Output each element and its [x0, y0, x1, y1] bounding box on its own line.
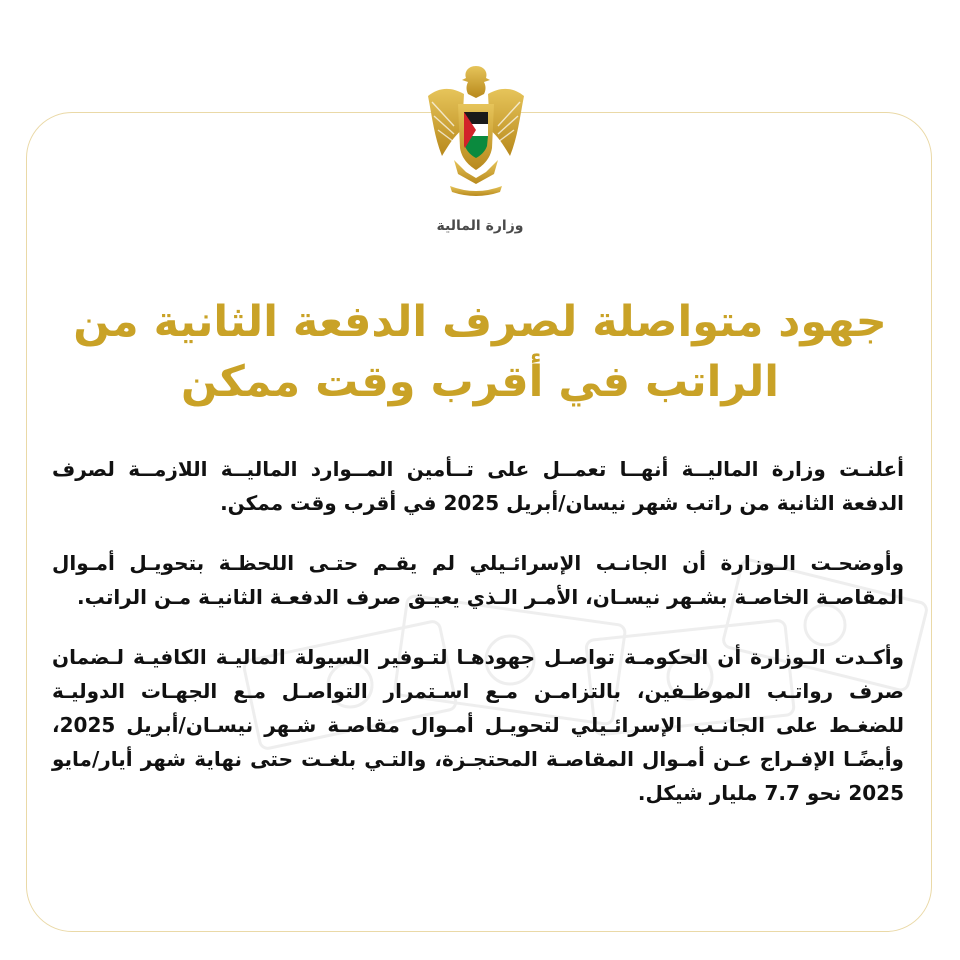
ministry-name: وزارة المالية — [436, 218, 524, 234]
palestine-eagle-emblem-icon — [424, 60, 528, 200]
paragraph-1: أعلنـت وزارة الماليــة أنهــا تعمــل على تــأمين المــوارد الماليــة اللازمــة لصرف الدفعة الثانية من راتب شهر نيسان/أبريل 2025 في أقرب وقت ممكن. — [52, 457, 904, 515]
paragraph-3: وأكـدت الـوزارة أن الحكومـة تواصـل جهودهـا لتـوفير السيولة الماليـة الكافيـة لـضمان صرف رواتـب الموظـفين، بالتزامـن مـع اسـتمرار التواصـل مـع الجهـات الدوليـة للضغـط على الجانـب الإسرائـيلي لتحويـل أمـوال مقاصـة شـهر نيسـان/أبريل 2025، وأيضًـا الإفـراج عـن أمـوال المقاصـة المحتجـزة، والتـي بلغـت حتى نهاية شهر أيار/مايو 2025 نحو 7.7 مليار شيكل. — [52, 645, 904, 805]
paragraph-2: وأوضحـت الـوزارة أن الجانـب الإسرائـيلي لم يقـم حتـى اللحظـة بتحويـل أمـوال المقاصـة الخاصـة بشـهر نيسـان، الأمـر الـذي يعيـق صرف الدفعـة الثانيـة مـن الراتب. — [52, 551, 904, 609]
headline-line-1: جهود متواصلة لصرف الدفعة الثانية من — [73, 297, 887, 347]
headline-line-2: الراتب في أقرب وقت ممكن — [181, 357, 779, 407]
body-text — [52, 452, 904, 810]
headline — [60, 292, 900, 412]
